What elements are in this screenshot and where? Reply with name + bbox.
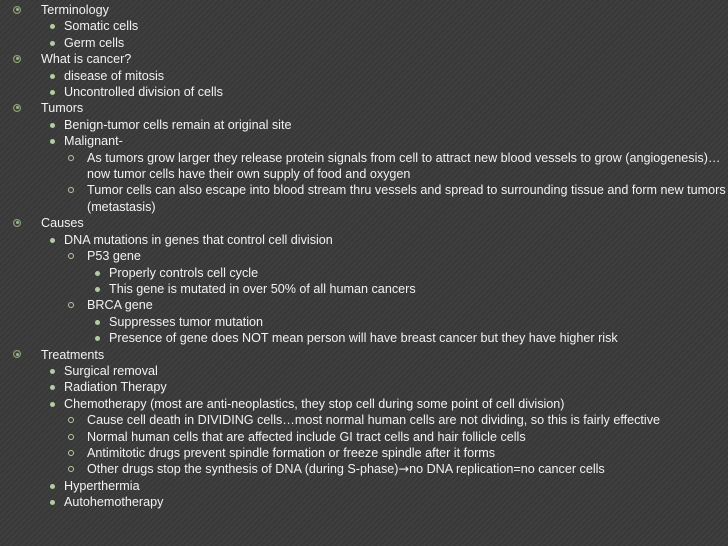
item-text: Presence of gene does NOT mean person will have breast cancer but they have higher risk: [109, 331, 618, 346]
hollow-bullet-icon: [68, 417, 74, 423]
ring-bullet-icon: [13, 104, 21, 112]
list-item: [0, 281, 728, 297]
dot-bullet-icon: [95, 320, 100, 325]
bullet-tumors: [0, 100, 728, 116]
bullet-what-is-cancer: [0, 51, 728, 67]
item-text: Surgical removal: [64, 363, 158, 378]
item-text: Uncontrolled division of cells: [64, 85, 223, 100]
list-item: [0, 18, 728, 34]
ring-bullet-icon: [13, 350, 21, 358]
dot-bullet-icon: [50, 90, 55, 95]
dot-bullet-icon: [95, 287, 100, 292]
dot-bullet-icon: [50, 238, 55, 243]
dot-bullet-icon: [50, 139, 55, 144]
dot-bullet-icon: [50, 484, 55, 489]
dot-bullet-icon: [50, 385, 55, 390]
list-item: [0, 412, 728, 428]
arrow-right-icon: →: [398, 461, 410, 477]
hollow-bullet-icon: [68, 466, 74, 472]
list-item: [0, 248, 728, 264]
heading-what-is-cancer: What is cancer?: [41, 52, 132, 67]
item-text: Autohemotherapy: [64, 495, 164, 510]
dot-bullet-icon: [50, 500, 55, 505]
dot-bullet-icon: [95, 336, 100, 341]
list-item: [0, 182, 727, 215]
item-text: P53 gene: [87, 249, 141, 264]
item-text: Malignant-: [64, 134, 123, 149]
bullet-treatments: [0, 347, 728, 363]
item-text: Cause cell death in DIVIDING cells…most normal human cells are not dividing, so this is fairly effective: [87, 413, 661, 428]
list-item: [0, 35, 728, 51]
hollow-bullet-icon: [68, 434, 74, 440]
hollow-bullet-icon: [68, 450, 74, 456]
item-text: disease of mitosis: [64, 68, 165, 83]
list-item: [0, 494, 728, 510]
ring-bullet-icon: [13, 219, 21, 227]
item-text: Normal human cells that are affected include GI tract cells and hair follicle cells: [87, 429, 526, 444]
heading-tumors: Tumors: [41, 101, 84, 116]
heading-treatments: Treatments: [41, 347, 105, 362]
dot-bullet-icon: [50, 74, 55, 79]
item-text: Benign-tumor cells remain at original site: [64, 117, 292, 132]
item-text: no DNA replication=no cancer cells: [409, 462, 605, 477]
hollow-bullet-icon: [68, 155, 74, 161]
dot-bullet-icon: [95, 271, 100, 276]
list-item: [0, 478, 728, 494]
list-item: [0, 150, 727, 183]
dot-bullet-icon: [50, 402, 55, 407]
list-item: [0, 265, 728, 281]
dot-bullet-icon: [50, 41, 55, 46]
item-text: DNA mutations in genes that control cell division: [64, 232, 333, 247]
list-item: [0, 461, 728, 477]
item-text: BRCA gene: [87, 298, 153, 313]
list-item: [0, 429, 728, 445]
item-text: Properly controls cell cycle: [109, 265, 259, 280]
item-text: Somatic cells: [64, 19, 139, 34]
item-text: Other drugs stop the synthesis of DNA (during S-phase): [87, 462, 399, 477]
item-text: Tumor cells can also escape into blood stream thru vessels and spread to surrounding tissue and form new tumors (metastasis): [87, 183, 726, 214]
item-text: This gene is mutated in over 50% of all human cancers: [109, 281, 416, 296]
hollow-bullet-icon: [68, 253, 74, 259]
list-item: [0, 133, 728, 149]
item-text: Chemotherapy (most are anti-neoplastics, they stop cell during some point of cell division): [64, 396, 565, 411]
list-item: [0, 314, 728, 330]
ring-bullet-icon: [13, 55, 21, 63]
list-item: [0, 297, 728, 313]
heading-terminology: Terminology: [41, 3, 109, 17]
item-text: Suppresses tumor mutation: [109, 314, 263, 329]
list-item: [0, 84, 728, 100]
list-item: [0, 379, 728, 395]
list-item: [0, 445, 728, 461]
list-item: [0, 396, 728, 412]
dot-bullet-icon: [50, 369, 55, 374]
slide-content: [0, 2, 728, 511]
bullet-causes: [0, 215, 728, 231]
hollow-bullet-icon: [68, 187, 74, 193]
dot-bullet-icon: [50, 123, 55, 128]
bullet-terminology: [0, 2, 728, 18]
item-text: Germ cells: [64, 35, 125, 50]
list-item: [0, 363, 728, 379]
hollow-bullet-icon: [68, 302, 74, 308]
dot-bullet-icon: [50, 24, 55, 29]
list-item: [0, 117, 728, 133]
item-text: Antimitotic drugs prevent spindle formation or freeze spindle after it forms: [87, 445, 496, 460]
item-text: As tumors grow larger they release protein signals from cell to attract new blood vessels to grow (angiogenesis)…now tumor cells have their own supply of food and oxygen: [87, 150, 721, 182]
item-text: Radiation Therapy: [64, 380, 167, 395]
list-item: [0, 68, 728, 84]
ring-bullet-icon: [13, 6, 21, 14]
heading-causes: Causes: [41, 216, 84, 231]
item-text: Hyperthermia: [64, 478, 140, 493]
list-item: [0, 232, 728, 248]
list-item: [0, 330, 728, 346]
